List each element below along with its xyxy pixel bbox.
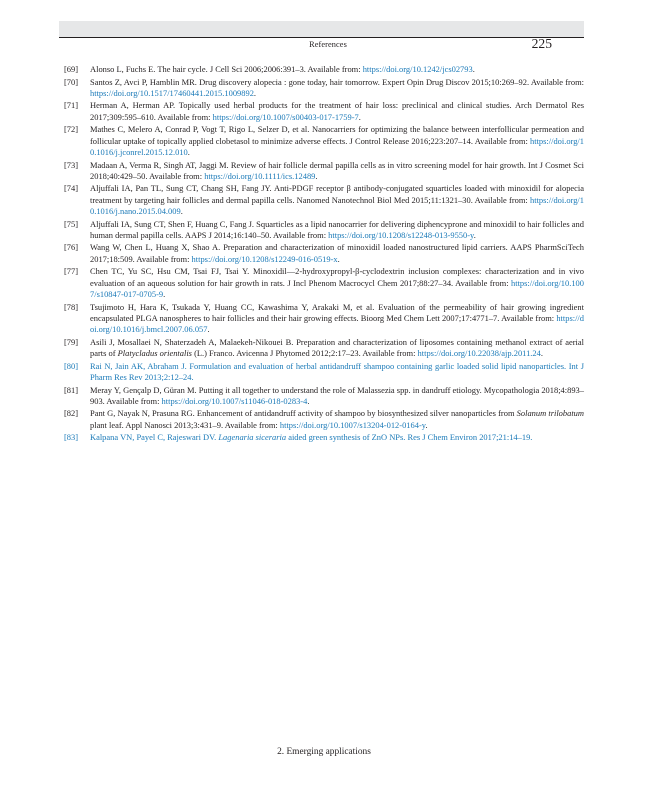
- doi-link[interactable]: https://doi.org/10.1242/jcs02793: [362, 64, 473, 74]
- reference-text: Wang W, Chen L, Huang X, Shao A. Preparation and characterization of minoxidil loaded nanostructured lipid carriers. AAPS PharmSciTech 2017;18:509. Available from:: [90, 242, 584, 264]
- reference-species-name: Solanum trilobatum: [516, 408, 584, 419]
- reference-tail: .: [358, 111, 361, 122]
- reference-list: [64, 64, 584, 445]
- reference-text: Madaan A, Verma R, Singh AT, Jaggi M. Review of hair follicle dermal papilla cells as in vitro screening model for hair growth. Int J Cosmet Sci 2018;40:429–50. Available from:: [90, 159, 584, 181]
- doi-link[interactable]: https://doi.org/10.22038/ajp.2011.24: [417, 348, 541, 359]
- reference-item: [64, 124, 584, 158]
- reference-text: Alonso L, Fuchs E. The hair cycle. J Cell Sci 2006;2006:391–3. Available from:: [90, 64, 363, 74]
- reference-text: Chen TC, Yu SC, Hsu CM, Tsai FJ, Tsai Y. Minoxidil—2-hydroxypropyl-β-cyclodextrin inclusion complexes: characterization and in vivo evaluation of an aqueous solution for hair growth in rats. J Incl Phenom Macrocycl Chem 2017;88:27–34. Available from:: [90, 266, 584, 288]
- reference-item[interactable]: [64, 361, 584, 384]
- header-bar: [59, 21, 584, 37]
- reference-number: [75]: [64, 218, 79, 229]
- reference-tail: .: [337, 253, 340, 264]
- reference-item: [64, 266, 584, 300]
- reference-number: [79]: [64, 336, 79, 347]
- doi-link[interactable]: https://doi.org/10.1208/s12248-013-9550-y: [328, 229, 474, 240]
- reference-tail: .: [315, 170, 318, 181]
- reference-item: [64, 219, 584, 242]
- reference-number: [78]: [64, 301, 79, 312]
- doi-link[interactable]: https://doi.org/10.1007/s10847-017-0705-9: [90, 277, 584, 300]
- reference-text-2: plant leaf. Appl Nanosci 2013;3:431–9. Available from:: [90, 419, 280, 430]
- reference-number: [81]: [64, 384, 79, 395]
- reference-item: [64, 302, 584, 336]
- reference-item: [64, 77, 584, 100]
- reference-text: Tsujimoto H, Hara K, Tsukada Y, Huang CC, Kawashima Y, Arakaki M, et al. Evaluation of the permeability of hair growing ingredient encapsulated PLGA nanospheres to hair follicles and their hair growing effects. Bioorg Med Chem Lett 2007;17:4771–7. Available from:: [90, 301, 584, 323]
- reference-text: Pant G, Nayak N, Prasuna RG. Enhancement of antidandruff activity of shampoo by biosynthesized silver nanoparticles from: [90, 408, 517, 419]
- reference-text: Kalpana VN, Payel C, Rajeswari DV.: [90, 432, 219, 443]
- reference-number: [82]: [64, 408, 79, 419]
- reference-number: [80]: [64, 360, 79, 371]
- reference-number: [72]: [64, 124, 79, 135]
- reference-item: [64, 385, 584, 408]
- reference-text: Herman A, Herman AP. Topically used herbal products for the treatment of hair loss: preclinical and clinical studies. Arch Dermatol Res 2017;309:595–610. Available from:: [90, 100, 584, 122]
- reference-tail: .: [253, 87, 257, 98]
- doi-link[interactable]: https://doi.org/10.1007/s13204-012-0164-y: [279, 419, 426, 430]
- reference-number: [71]: [64, 100, 79, 111]
- doi-link[interactable]: https://doi.org/10.1111/ics.12489: [204, 170, 316, 181]
- reference-text-2: (L.) Franco. Avicenna J Phytomed 2012;2:17–23. Available from:: [191, 348, 418, 359]
- page-number: 225: [531, 36, 552, 51]
- reference-item: [64, 242, 584, 265]
- doi-link[interactable]: https://doi.org/10.1016/j.jconrel.2015.12.010: [90, 135, 584, 157]
- reference-tail: .: [472, 64, 475, 74]
- reference-item[interactable]: [64, 432, 584, 443]
- doi-link[interactable]: https://doi.org/10.1007/s00403-017-1759-7: [212, 111, 359, 122]
- reference-item: [64, 160, 584, 183]
- reference-tail: .: [207, 324, 210, 335]
- doi-link[interactable]: https://doi.org/10.1016/j.nano.2015.04.009: [90, 194, 584, 217]
- reference-item: [64, 64, 584, 75]
- header-rule: [59, 37, 584, 38]
- reference-text: Mathes C, Melero A, Conrad P, Vogt T, Rigo L, Selzer D, et al. Nanocarriers for optimizing the balance between interfollicular permeation and follicular uptake of topically applied clobetasol to minimize adverse effects. J Control Release 2016;223:207–14. Available from:: [90, 124, 584, 146]
- reference-item: [64, 408, 584, 431]
- reference-number: [70]: [64, 76, 79, 87]
- reference-number: [74]: [64, 183, 79, 194]
- doi-link[interactable]: https://doi.org/10.1007/s11046-018-0283-4: [161, 395, 308, 406]
- doi-link[interactable]: https://doi.org/10.1208/s12249-016-0519-x: [191, 253, 338, 264]
- reference-number: [69]: [64, 64, 79, 74]
- reference-text-2: aided green synthesis of ZnO NPs. Res J Chem Environ 2017;21:14–19.: [286, 432, 533, 443]
- reference-species-name: Platycladus orientalis: [117, 348, 192, 359]
- reference-text: Aljuffali IA, Sung CT, Shen F, Huang C, Fang J. Squarticles as a lipid nanocarrier for delivering diphencyprone and minoxidil to hair follicles and human dermal papilla cells. AAPS J 2014;16:140–50. Available from:: [90, 218, 584, 240]
- reference-tail: .: [540, 348, 543, 359]
- reference-number: [76]: [64, 242, 79, 253]
- reference-item: [64, 100, 584, 123]
- reference-item: [64, 337, 584, 360]
- reference-number: [77]: [64, 266, 79, 277]
- reference-number: [73]: [64, 159, 79, 170]
- reference-text: Meray Y, Gençalp D, Güran M. Putting it all together to understand the role of Malassezia spp. in dandruff etiology. Mycopathologia 2018;4:893–903. Available from:: [90, 384, 584, 406]
- reference-tail: .: [180, 206, 183, 217]
- reference-tail: .: [307, 395, 310, 406]
- reference-text: Santos Z, Avci P, Hamblin MR. Drug discovery alopecia : gone today, hair tomorrow. Expert Opin Drug Discov 2015;10:269–92. Available from:: [90, 76, 584, 87]
- running-head: References: [309, 40, 347, 49]
- reference-tail: .: [473, 229, 476, 240]
- reference-tail: .: [163, 289, 166, 300]
- reference-tail: .: [425, 419, 428, 430]
- reference-text: Rai N, Jain AK, Abraham J. Formulation and evaluation of herbal antidandruff shampoo containing garlic loaded solid lipid nanoparticles. Int J Pharm Res Rev 2013;2:12–24.: [90, 360, 584, 382]
- doi-link[interactable]: https://doi.org/10.1517/17460441.2015.1009892: [90, 87, 254, 98]
- reference-text: Aljuffali IA, Pan TL, Sung CT, Chang SH, Fang JY. Anti-PDGF receptor β antibody-conjugated squarticles loaded with minoxidil for alopecia treatment by targeting hair follicles and dermal papilla cells. Nanomed Nanotechnol Biol Med 2015;11:1321–30. Available from:: [90, 183, 584, 205]
- reference-species-name: Lagenaria siceraria: [218, 432, 287, 443]
- reference-number: [83]: [64, 432, 79, 443]
- footer-section-title: 2. Emerging applications: [277, 747, 371, 757]
- reference-item: [64, 183, 584, 217]
- reference-text: Asili J, Mosallaei N, Shaterzadeh A, Malaekeh-Nikouei B. Preparation and characterization of liposomes containing methanol extract of aerial parts of: [90, 336, 584, 359]
- doi-link[interactable]: https://doi.org/10.1016/j.bmcl.2007.06.057: [90, 312, 584, 335]
- reference-tail: .: [187, 146, 190, 157]
